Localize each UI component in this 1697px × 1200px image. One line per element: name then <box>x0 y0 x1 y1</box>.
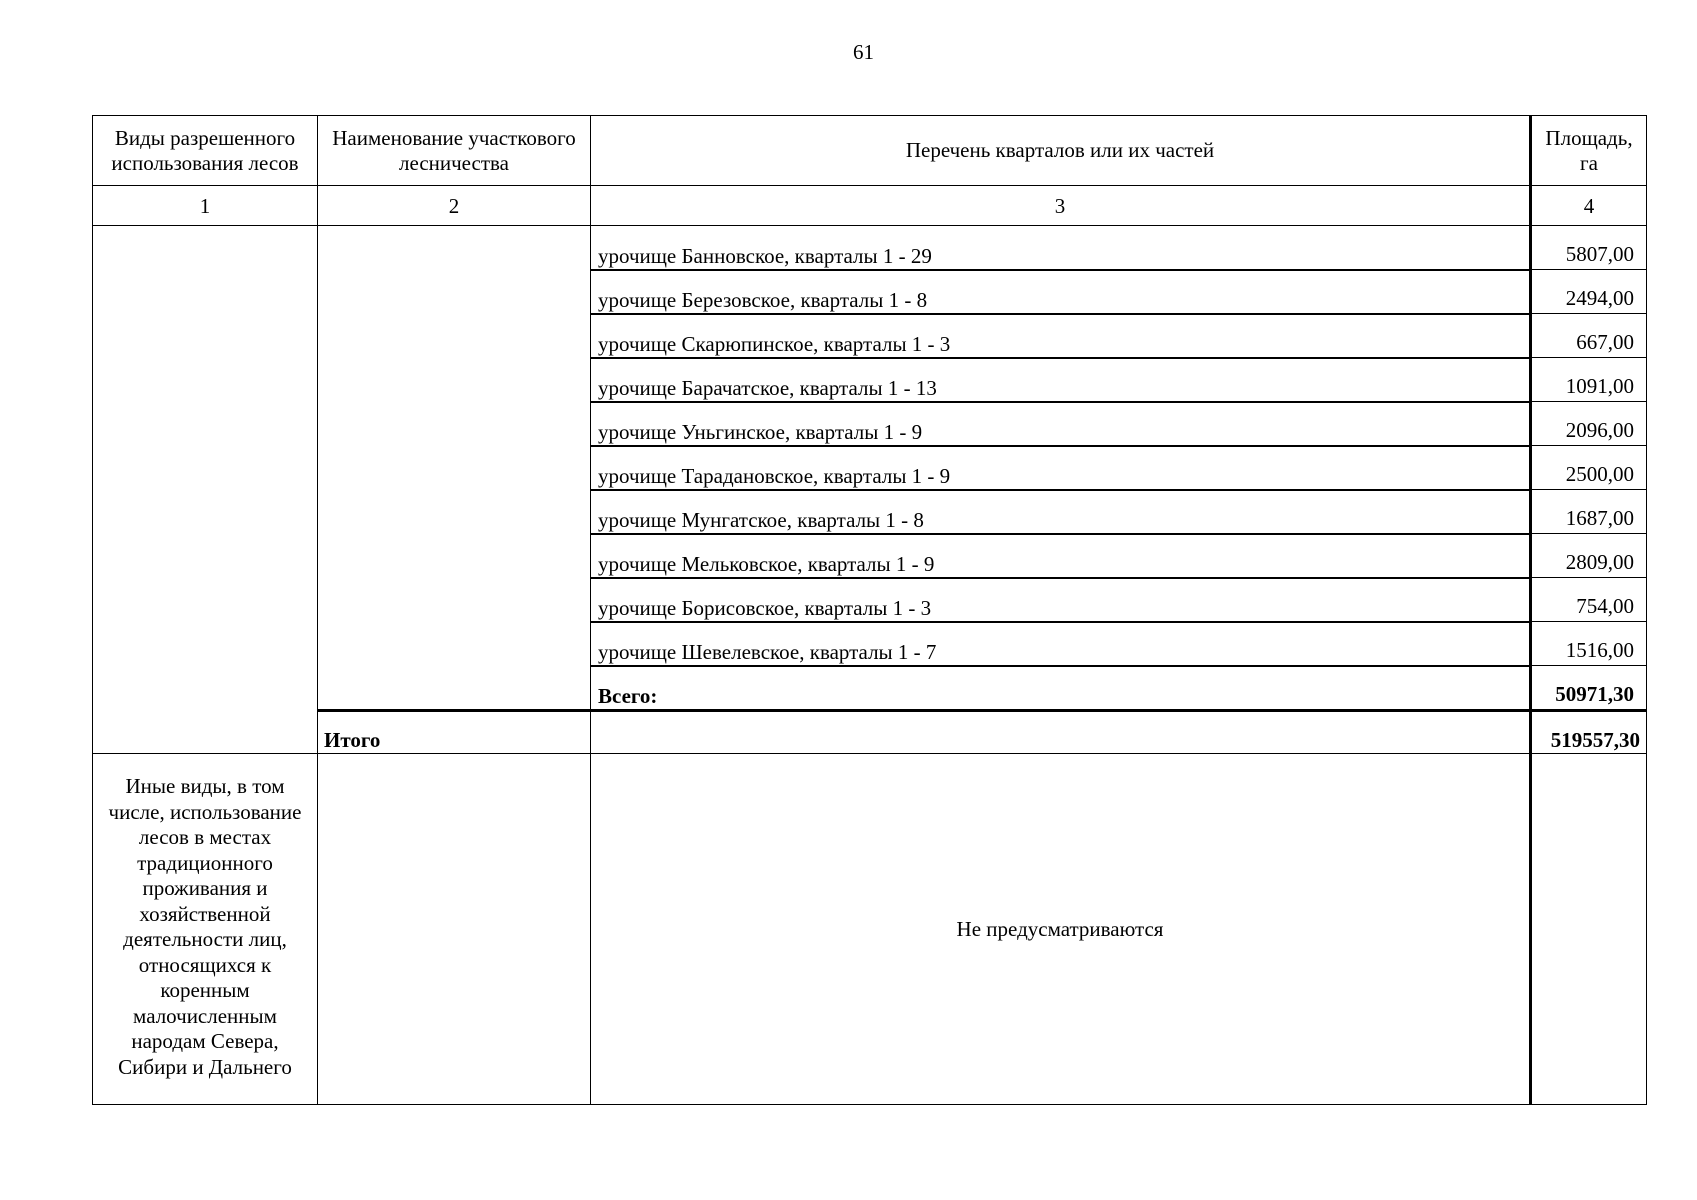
quarters-cell: урочище Уньгинское, кварталы 1 - 9 <box>591 402 1531 446</box>
grand-total-label: Итого <box>318 711 591 754</box>
area-cell: 2494,00 <box>1531 270 1647 314</box>
header-area: Площадь, га <box>1531 116 1647 186</box>
grand-total-area: 519557,30 <box>1531 711 1647 754</box>
area-cell: 1516,00 <box>1531 622 1647 666</box>
quarters-cell: урочище Банновское, кварталы 1 - 29 <box>591 226 1531 270</box>
area-cell: 2500,00 <box>1531 446 1647 490</box>
quarters-cell: урочище Тарадановское, кварталы 1 - 9 <box>591 446 1531 490</box>
quarters-cell: урочище Барачатское, кварталы 1 - 13 <box>591 358 1531 402</box>
forestry-cell-empty <box>318 226 591 711</box>
other-use-kind: Иные виды, в том числе, использование лесов в местах традиционного проживания и хозяйственной деятельности лиц, относящихся к коренным малочисленным народам Севера, Сибири и Дальнего <box>93 754 318 1105</box>
area-cell: 754,00 <box>1531 578 1647 622</box>
header-forestry-name: Наименование участкового лесничества <box>318 116 591 186</box>
other-use-row <box>93 754 1647 1105</box>
quarters-cell: урочище Мунгатское, кварталы 1 - 8 <box>591 490 1531 534</box>
grand-total-row <box>93 711 1647 754</box>
column-number-2: 2 <box>318 186 591 226</box>
total-area: 50971,30 <box>1531 666 1647 711</box>
area-cell: 1091,00 <box>1531 358 1647 402</box>
other-use-note: Не предусматриваются <box>591 754 1531 1105</box>
other-use-area-empty <box>1531 754 1647 1105</box>
area-cell: 667,00 <box>1531 314 1647 358</box>
area-cell: 1687,00 <box>1531 490 1647 534</box>
forest-use-table <box>92 115 1647 1105</box>
column-number-3: 3 <box>591 186 1531 226</box>
use-kind-cell-empty <box>93 226 318 754</box>
area-cell: 2096,00 <box>1531 402 1647 446</box>
column-number-4: 4 <box>1531 186 1647 226</box>
total-label: Всего: <box>591 666 1531 711</box>
header-use-kind: Виды разрешенного использования лесов <box>93 116 318 186</box>
header-quarters: Перечень кварталов или их частей <box>591 116 1531 186</box>
area-cell: 2809,00 <box>1531 534 1647 578</box>
area-cell: 5807,00 <box>1531 226 1647 270</box>
quarters-cell: урочище Борисовское, кварталы 1 - 3 <box>591 578 1531 622</box>
grand-total-empty <box>591 711 1531 754</box>
quarters-cell: урочище Шевелевское, кварталы 1 - 7 <box>591 622 1531 666</box>
other-use-forestry-empty <box>318 754 591 1105</box>
quarters-cell: урочище Мельковское, кварталы 1 - 9 <box>591 534 1531 578</box>
table-row <box>93 226 1647 270</box>
page-number: 61 <box>853 40 874 64</box>
column-number-1: 1 <box>93 186 318 226</box>
quarters-cell: урочище Березовское, кварталы 1 - 8 <box>591 270 1531 314</box>
quarters-cell: урочище Скарюпинское, кварталы 1 - 3 <box>591 314 1531 358</box>
